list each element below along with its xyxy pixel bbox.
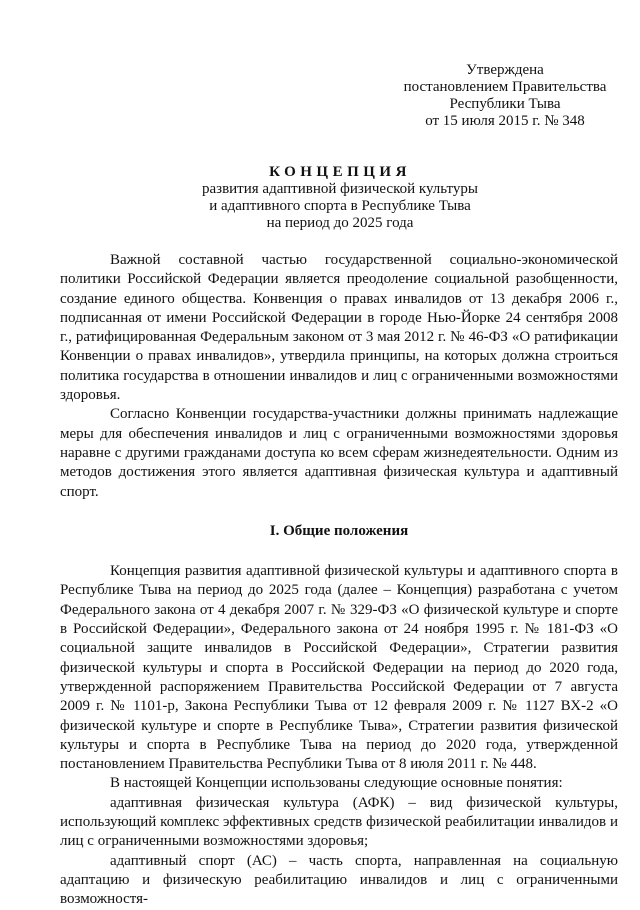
intro-paragraph-2: Согласно Конвенции государства-участники должны принимать надлежащие меры для обеспечения инвалидов и лиц с ограниченными возможностями здоровья наравне с другими гражданами доступа ко всем сферам жизнедеятельности. Одним из методов достижения этого является адаптивная физическая культура и адаптивный спорт. [60,406,618,500]
subtitle-line-3: на период до 2025 года [266,215,414,231]
approval-line-date: от 15 июля 2015 г. № 348 [425,113,585,129]
section-paragraph-1: Концепция развития адаптивной физической культуры и адаптивного спорта в Республике Тыва на период до 2025 года (далее – Концепция) разработана с учетом Федерального закона от 4 декабря 2007 г. № 329-ФЗ «О физической культуре и спорте в Российской Федерации», Федерального закона от 24 ноября 1995 г. № 181-ФЗ «О социальной защите инвалидов в Российской Федерации», Стратегии развития физической культуры и спорта в Российской Федерации на период до 2020 года, утвержденной распоряжением Правительства Российской Федерации от 7 августа 2009 г. № 1101-р, Закона Республики Тыва от 12 февраля 2009 г. № 1127 ВХ-2 «О физической культуре и спорте в Республике Тыва», Стратегии развития физической культуры и спорта в Республике Тыва на период до 2020 года, утвержденной постановлением Правительства Республики Тыва от 8 июля 2011 г. № 448. [60,563,618,773]
approval-line-approved: Утверждена [466,62,544,78]
subtitle-line-2: и адаптивного спорта в Республике Тыва [209,198,471,214]
document-subtitle [60,181,620,232]
intro-paragraph-1: Важной составной частью государственной социально-экономической политики Российской Федерации является преодоление социальной разобщенности, создание единого общества. Конвенция о правах инвалидов от 13 декабря 2006 г., подписанная от имени Российской Федерации в городе Нью-Йорке 24 сентября 2008 г., ратифицированная Федеральным законом от 3 мая 2012 г. № 46-ФЗ «О ратификации Конвенции о правах инвалидов», утвердила принципы, на которых должна строиться политика государства в отношении инвалидов и лиц с ограниченными возможностями здоровья. [60,252,618,404]
document-title-block [60,163,620,232]
approval-line-republic: Республики Тыва [449,96,561,112]
section-paragraph-3: адаптивная физическая культура (АФК) – вид физической культуры, использующий комплекс эффективных средств физической реабилитации инвалидов и лиц с ограниченными возможностями здоровья; [60,794,618,850]
subtitle-line-1: развития адаптивной физической культуры [201,181,478,197]
section-heading: I. Общие положения [269,522,409,539]
section-paragraph-4: адаптивный спорт (АС) – часть спорта, направленная на социальную адаптацию и физическую реабилитацию инвалидов и лиц с ограниченными возможностя- [60,852,618,908]
document-title: КОНЦЕПЦИЯ [269,164,411,180]
approval-line-resolution: постановлением Правительства [403,79,607,95]
section-paragraph-2: В настоящей Концепции использованы следующие основные понятия: [110,775,563,792]
document-body [60,251,618,910]
approval-stamp [395,62,615,130]
